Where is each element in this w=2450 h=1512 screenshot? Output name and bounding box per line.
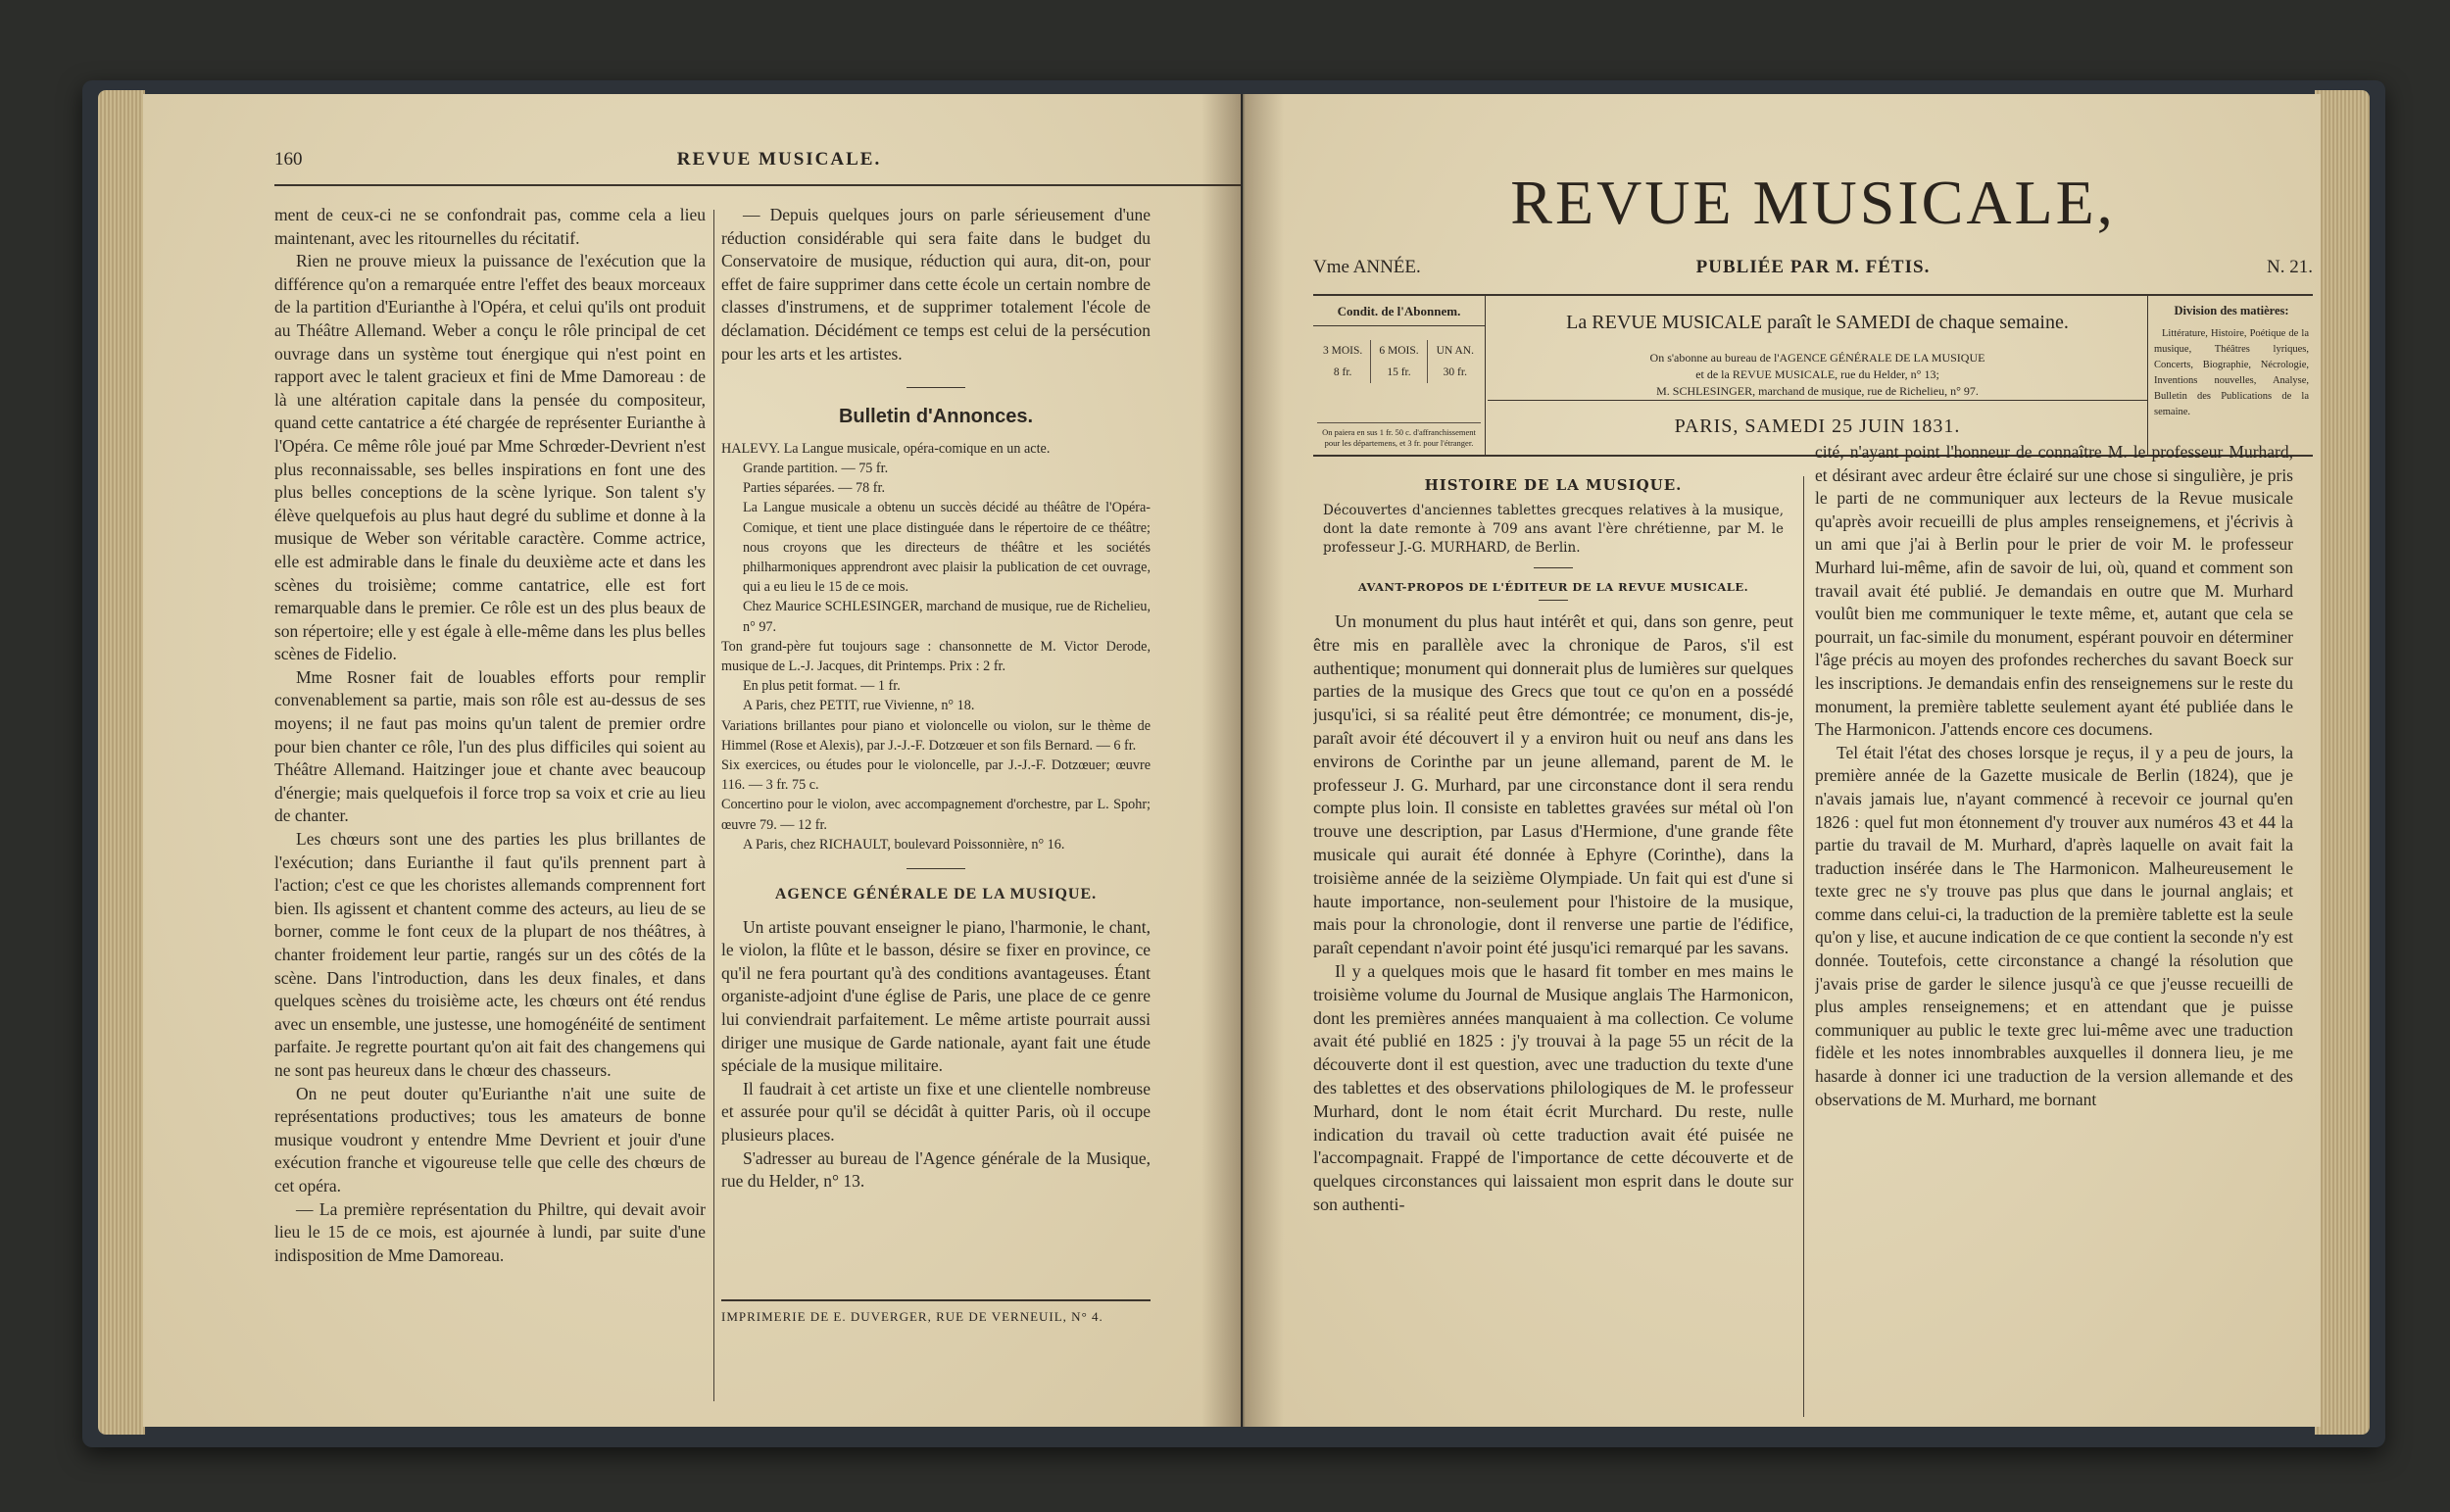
conditions-heading: Condit. de l'Abonnem. <box>1313 296 1485 326</box>
paragraph: Il y a quelques mois que le hasard fit tomber en mes mains le troisième volume du Journal de Musique anglais The Harmonicon, dont les premières années manquaient à ma collection. Ce volume avait été publié en 1825 : j'y trouvai à la page 55 un récit de la découverte dont il est question, avec une traduction du texte d'une des tablettes et des observations philologiques de M. le professeur Murhard, dont le nom était écrit Murchard. Du reste, nulle indication du travail où cette traduction avait été puisée ne l'accompagnait. Frappé de l'importance de cette découverte et de quelques circonstances qui laissaient mon esprit dans le doute sur son authenti- <box>1313 960 1793 1214</box>
agence-heading: AGENCE GÉNÉRALE DE LA MUSIQUE. <box>774 886 1098 903</box>
publisher-line: PUBLIÉE PAR M. FÉTIS. <box>1695 257 1931 277</box>
paragraph: A Paris, chez RICHAULT, boulevard Poissonnière, n° 16. <box>743 836 1065 853</box>
bulletin-heading: Bulletin d'Annonces. <box>838 406 1034 428</box>
paragraph: Parties séparées. — 78 fr. <box>743 480 885 497</box>
publication-frequency: La REVUE MUSICALE paraît le SAMEDI de chaque semaine. <box>1566 312 2069 333</box>
histoire-heading: HISTOIRE DE LA MUSIQUE. <box>1424 476 1683 494</box>
paragraph: Mme Rosner fait de louables efforts pour remplir convenablement sa partie, mais son rôle est au-dessus de ses moyens; il ne faut pas moins qu'un talent de premier ordre pour bien chanter ce rôle, l'un des plus difficiles qui soient au Théâtre Allemand. Haitzinger joue et chante avec beaucoup d'énergie; mais quelquefois il force trop sa voix et crie au lieu de chanter. <box>274 666 706 826</box>
right-column-1 <box>1313 476 1793 1427</box>
column-separator <box>1803 476 1804 1417</box>
left-column-2 <box>721 204 1151 1427</box>
subscription-address: On s'abonne au bureau de l'AGENCE GÉNÉRALE DE LA MUSIQUE et de la REVUE MUSICALE, rue du Helder, n° 13; M. SCHLESINGER, marchand de musique, rue de Richelieu, n° 97. <box>1649 351 1985 398</box>
imprint-line: IMPRIMERIE DE E. DUVERGER, RUE DE VERNEUIL, N° 4. <box>721 1299 1151 1325</box>
page-number: 160 <box>274 149 303 170</box>
paragraph: ment de ceux-ci ne se confondrait pas, comme cela a lieu maintenant, avec les ritournelles du récitatif. <box>274 205 706 248</box>
page-edges-left <box>98 90 145 1435</box>
left-page <box>143 94 1241 1427</box>
right-column-2 <box>1815 441 2293 1421</box>
paragraph: S'adresser au bureau de l'Agence générale de la Musique, rue du Helder, n° 13. <box>721 1147 1151 1192</box>
paragraph: La Langue musicale a obtenu un succès décidé au théâtre de l'Opéra-Comique, et tient une place distinguée dans le répertoire de ce théâtre; nous croyons que les directeurs de théâtre et les sociétés philharmoniques apprendront avec plaisir la publication de cet ouvrage, qui a eu lieu le 15 de ce mois. <box>743 500 1151 596</box>
rate-cell: UN AN. 30 fr. <box>1436 345 1474 378</box>
paragraph: Concertino pour le violon, avec accompagnement d'orchestre, par L. Spohr; œuvre 79. — 12 fr. <box>721 797 1151 833</box>
rate-cell: 6 MOIS. 15 fr. <box>1371 340 1427 383</box>
paragraph: Chez Maurice SCHLESINGER, marchand de musique, rue de Richelieu, n° 97. <box>743 599 1151 635</box>
paragraph: Rien ne prouve mieux la puissance de l'exécution que la différence qu'on a remarquée entre l'effet des beaux morceaux de la partition d'Eurianthe à l'Opéra, et celui qu'ils ont produit au Théâtre Allemand. Weber a conçu le rôle principal de cet ouvrage dans un système tout énergique qui n'est point en rapport avec le talent gracieux et fini de Mme Damoreau : de là une altération capitale dans la pensée du compositeur, quand cette cantatrice a été chargée de représenter Eurianthe à l'Opéra. Ce même rôle joué par Mme Schrœder-Devrient n'est plus reconnaissable, ses belles inspirations en font une des plus belles conceptions de la scène lyrique. Son talent s'y élève quelquefois au plus haut degré du sublime et donne à la musique de Weber son véritable caractère. Comme actrice, elle est admirable dans le finale du deuxième acte et dans les scènes du troisième; comme cantatrice, elle est fort remarquable dans le premier. Ce rôle est un des plus beaux de son répertoire; elle y est égale à elle-même dans les plus belles scènes de Fidelio. <box>274 251 706 664</box>
agence-section <box>721 916 1151 1194</box>
paragraph: Tel était l'état des choses lorsque je reçus, il y a peu de jours, la première année de la Gazette musicale de Berlin (1824), que je n'avais jamais lue, n'ayant commencé à recevoir ce journal qu'en 1826 : quel fut mon étonnement d'y trouver aux numéros 43 et 44 la partie du travail de M. Murhard, d'après laquelle on avait fait la traduction insérée dans le The Harmonicon. Malheureusement le texte grec ne s'y trouve pas plus que dans le journal anglais; et comme dans celui-ci, la traduction de la première tablette est la seule qu'on y lise, et aucune indication de ce que contient la seconde n'y est donnée. Toutefois, cette circonstance a changé la résolution que j'avais prise de garder le silence jusqu'à ce que j'eusse recueilli de plus amples renseignemens; et en attendant que je puisse communiquer au public le texte grec lui-même avec une traduction fidèle et les notes innombrables auxquelles il donnera lieu, je me hasarde à donner ici une traduction de la version allemande et des observations de M. Murhard, me bornant <box>1815 742 2293 1109</box>
issue-dateline: PARIS, SAMEDI 25 JUIN 1831. <box>1488 400 2147 455</box>
short-rule <box>1539 600 1568 601</box>
rates-table <box>1313 326 1485 383</box>
masthead-meta <box>1313 257 2313 286</box>
subscription-box <box>1313 294 2313 457</box>
paragraph: Ton grand-père fut toujours sage : chansonnette de M. Victor Derode, musique de L.-J. Jacques, dit Printemps. Prix : 2 fr. <box>721 638 1151 674</box>
page-edges-right <box>2315 90 2370 1435</box>
paragraph: Six exercices, ou études pour le violoncelle, par J.-J.-F. Dotzœuer; œuvre 116. — 3 fr. 75 c. <box>721 757 1151 794</box>
paragraph: Un artiste pouvant enseigner le piano, l'harmonie, le chant, le violon, la flûte et le basson, désire se fixer en province, ce qu'il ne fera pourtant qu'à des conditions avantageuses. Étant organiste-adjoint d'une église de Paris, une place de ce genre lui conviendrait parfaitement. Le même artiste pourrait aussi diriger une musique de Garde nationale, ayant fait une étude spéciale de la musique militaire. <box>721 916 1151 1076</box>
paragraph: Grande partition. — 75 fr. <box>743 460 889 476</box>
left-running-head <box>274 149 1241 178</box>
article-text-1 <box>1313 610 1793 1217</box>
paragraph: A Paris, chez PETIT, rue Vivienne, n° 18. <box>743 698 975 714</box>
paragraph: cité, n'ayant point l'honneur de connaître M. le professeur Murhard, et désirant avec ardeur être éclairé sur une chose si singulière, je pris le parti de ne communiquer aux lecteurs de la Revue musicale qu'après avoir recueilli de plus amples renseignemens, et j'écrivis à un ami que j'ai à Berlin pour le prier de voir M. le professeur Murhard lui-même, afin de savoir de lui, où, quand et comment son travail avait été publié. Je demandais en outre que M. Murhard voulût bien me communiquer le texte même, et, autant que cela se pourrait, un fac-simile du monument, espérant pouvoir en déterminer l'âge précis au moyen des profondes recherches du savant Boeck sur les inscriptions. Je demandais enfin des renseignemens sur le reste du monument, la première tablette seulement ayant été publiée dans le The Harmonicon. J'attends encore ces documens. <box>1815 442 2293 740</box>
running-title: REVUE MUSICALE. <box>676 149 882 170</box>
division-heading: Division des matières: <box>2174 304 2289 317</box>
paragraph: Il faudrait à cet artiste un fixe et une clientelle nombreuse et assurée pour qu'il se décidât à quitter Paris, où il occupe plusieurs places. <box>721 1078 1151 1145</box>
right-page <box>1243 94 2321 1427</box>
column-separator <box>713 210 714 1401</box>
paragraph: — La première représentation du Philtre, qui devait avoir lieu le 15 de ce mois, est ajournée à lundi, par suite d'une indisposition de Mme Damoreau. <box>274 1198 706 1265</box>
publication-info <box>1488 296 2148 455</box>
short-rule <box>906 868 965 869</box>
discovery-summary: Découvertes d'anciennes tablettes grecques relatives à la musique, dont la date remonte à 709 ans avant l'ère chrétienne, par M. le professeur J.-G. MURHARD, de Berlin. <box>1323 503 1784 556</box>
masthead-title: REVUE MUSICALE, <box>1510 168 2116 237</box>
rate-cell: 3 MOIS. 8 fr. <box>1315 340 1371 383</box>
short-rule <box>906 387 965 388</box>
postage-note: On paiera en sus 1 fr. 50 c. d'affranchissement pour les départemens, et 3 fr. pour l'étranger. <box>1317 422 1481 449</box>
contents-division <box>2150 296 2313 455</box>
issue-number: N. 21. <box>2267 257 2313 277</box>
bulletin-list <box>721 439 1151 854</box>
subscription-conditions <box>1313 296 1486 455</box>
paragraph: Les chœurs sont une des parties les plus brillantes de l'exécution; dans Eurianthe il faut qu'ils prennent part à l'action; c'est ce que les choristes allemands comprennent fort bien. Ils agissent et chantent comme des acteurs, au lieu de se borner, comme le font ceux de la plupart de nos théâtres, à chanter froidement leur partie, rangés sur un des côtés de la scène. Dans l'introduction, dans les deux finales, et dans quelques scènes du troisième acte, les chœurs ont été rendus avec un ensemble, une justesse, une homogénéité de sentiment parfaite. Je regrette pourtant qu'on ait fait des changemens qui ne sont pas heureux dans le chœur des chasseurs. <box>274 829 706 1080</box>
paragraph: Un monument du plus haut intérêt et qui, dans son genre, peut être mis en parallèle avec la chronique de Paros, s'il est authentique; monument qui donnerait plus de lumières sur quelques parties de la musique des Grecs que tout ce qu'on en a possédé jusqu'ici, si sa réalité peut être démontrée; ce monument, dis-je, paraît avoir été découvert il y a environ huit ou neuf ans dans les environs de Corinthe par un jeune allemand, parent de M. le professeur J. G. Murhard, par une circonstance dont il sera rendu compte plus loin. Il consiste en tablettes gravées sur métal où l'on trouve une description, par Lasus d'Hermione, d'une grande fête musicale qui aurait été donnée à Ephyre (Corinthe), dans la troisième année de la seizième Olympiade. Un fait qui est d'une si haute importance, non-seulement pour l'histoire de la musique, mais pour la chronologie, dont il renverse une partie de l'édifice, paraît cependant n'avoir point été jusqu'ici remarqué par les savans. <box>1313 611 1793 958</box>
avant-propos-heading: AVANT-PROPOS DE L'ÉDITEUR DE LA REVUE MUSICALE. <box>1357 580 1749 594</box>
short-rule <box>1534 567 1573 568</box>
annee-label: Vme ANNÉE. <box>1313 257 1421 277</box>
paragraph: En plus petit format. — 1 fr. <box>743 678 901 695</box>
paragraph: On ne peut douter qu'Eurianthe n'ait une suite de représentations productives; tous les amateurs de bonne musique voudront y entendre Mme Devrient et jouir d'une exécution franche et vigoureuse telle que celle des chœurs de cet opéra. <box>274 1083 706 1195</box>
header-rule <box>274 184 1241 186</box>
paragraph: HALEVY. La Langue musicale, opéra-comique en un acte. <box>721 440 1051 457</box>
paragraph: Variations brillantes pour piano et violoncelle ou violon, sur le thème de Himmel (Rose et Alexis), par J.-J.-F. Dotzœuer et son fils Bernard. — 6 fr. <box>721 717 1151 754</box>
division-text: Littérature, Histoire, Poétique de la musique, Théâtres lyriques, Concerts, Biographie, Nécrologie, Inventions nouvelles, Analyse, Bulletin des Publications de la semaine. <box>2154 328 2309 417</box>
left-column-1 <box>274 204 706 1419</box>
conservatoire-paragraph: — Depuis quelques jours on parle sérieusement d'une réduction considérable qui sera faite dans le budget du Conservatoire de musique, réduction qui aura, dit-on, pour effet de faire supprimer dans cette école un certain nombre de classes d'instrumens, et de supprimer totalement l'école de déclamation. Décidément ce temps est celui de la persécution pour les arts et les artistes. <box>721 205 1151 364</box>
